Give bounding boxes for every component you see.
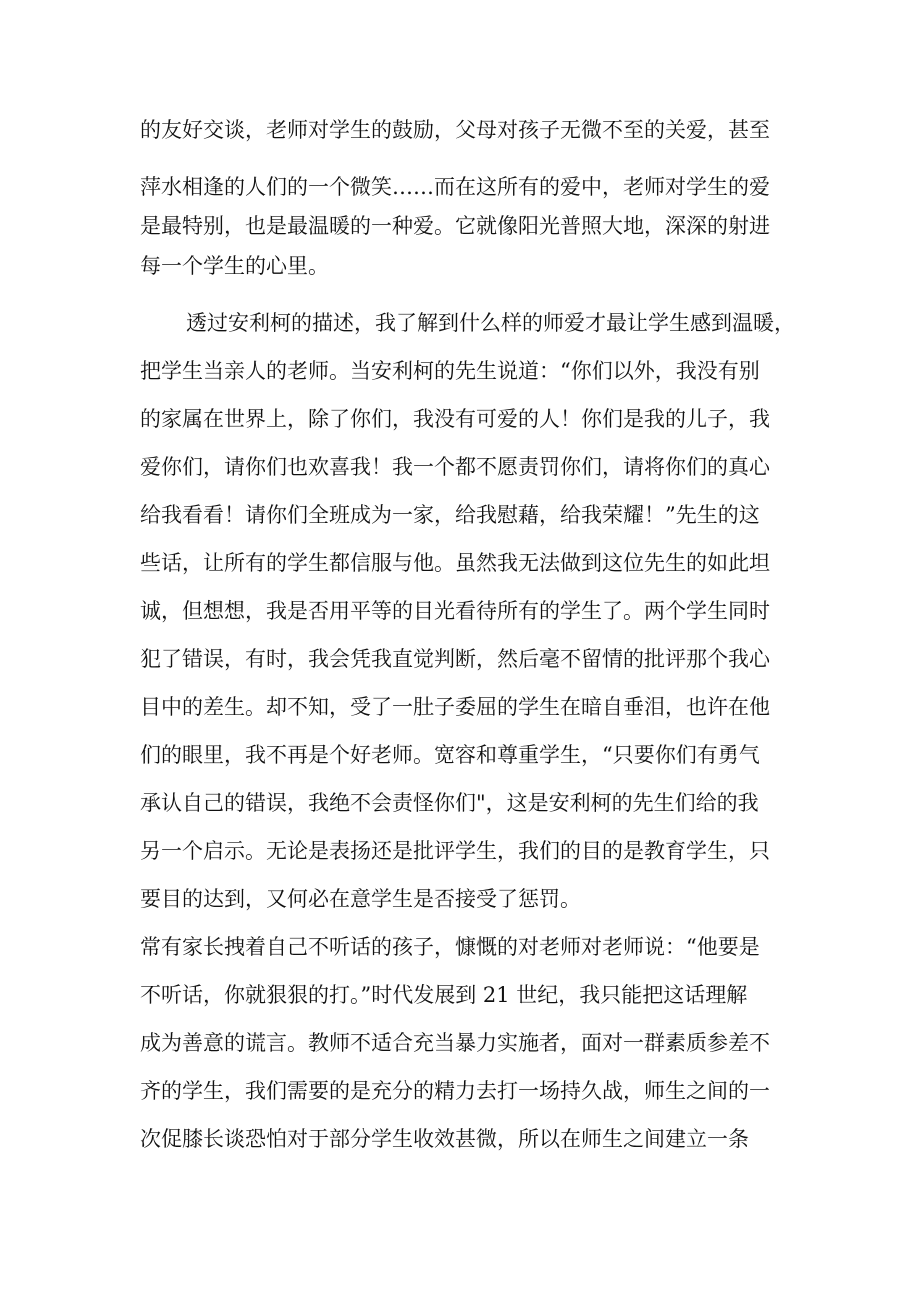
text-line: 每一个学生的心里。 <box>140 254 329 278</box>
text-line: 另一个启示。无论是表扬还是批评学生，我们的目的是教育学生，只 <box>140 839 770 863</box>
text-line: 目中的差生。却不知，受了一肚子委屈的学生在暗自垂泪，也许在他 <box>140 695 770 719</box>
text-line: 承认自己的错误，我绝不会责怪你们"，这是安利柯的先生们给的我 <box>140 791 759 815</box>
text-line: 常有家长拽着自己不听话的孩子，慷慨的对老师对老师说：“他要是 <box>140 935 760 959</box>
text-line: 把学生当亲人的老师。当安利柯的先生说道：“你们以外，我没有别 <box>140 359 760 383</box>
text-line: 些话，让所有的学生都信服与他。虽然我无法做到这位先生的如此坦 <box>140 551 770 575</box>
text-line: 次促膝长谈恐怕对于部分学生收效甚微，所以在师生之间建立一条 <box>140 1127 749 1151</box>
text-line: 透过安利柯的描述，我了解到什么样的师爱才最让学生感到温暖， <box>186 311 795 335</box>
text-line: 要目的达到，又何必在意学生是否接受了惩罚。 <box>140 887 581 911</box>
text-line: 们的眼里，我不再是个好老师。宽容和尊重学生，“只要你们有勇气 <box>140 743 760 767</box>
text-line: 犯了错误，有时，我会凭我直觉判断，然后毫不留情的批评那个我心 <box>140 647 770 671</box>
text-line: 爱你们，请你们也欢喜我！我一个都不愿责罚你们，请将你们的真心 <box>140 455 770 479</box>
text-line: 萍水相逢的人们的一个微笑……而在这所有的爱中，老师对学生的爱 <box>140 175 770 199</box>
text-line: 给我看看！请你们全班成为一家，给我慰藉，给我荣耀！”先生的这 <box>140 503 760 527</box>
text-line: 的家属在世界上，除了你们，我没有可爱的人！你们是我的儿子，我 <box>140 407 770 431</box>
text-line: 成为善意的谎言。教师不适合充当暴力实施者，面对一群素质参差不 <box>140 1031 770 1055</box>
text-line: 是最特别，也是最温暖的一种爱。它就像阳光普照大地，深深的射进 <box>140 214 770 238</box>
text-line: 不听话，你就狠狠的打。”时代发展到 21 世纪，我只能把这话理解 <box>140 983 748 1007</box>
text-line: 的友好交谈，老师对学生的鼓励，父母对孩子无微不至的关爱，甚至 <box>140 118 770 142</box>
text-line: 齐的学生，我们需要的是充分的精力去打一场持久战，师生之间的一 <box>140 1079 770 1103</box>
text-line: 诚，但想想，我是否用平等的目光看待所有的学生了。两个学生同时 <box>140 599 770 623</box>
